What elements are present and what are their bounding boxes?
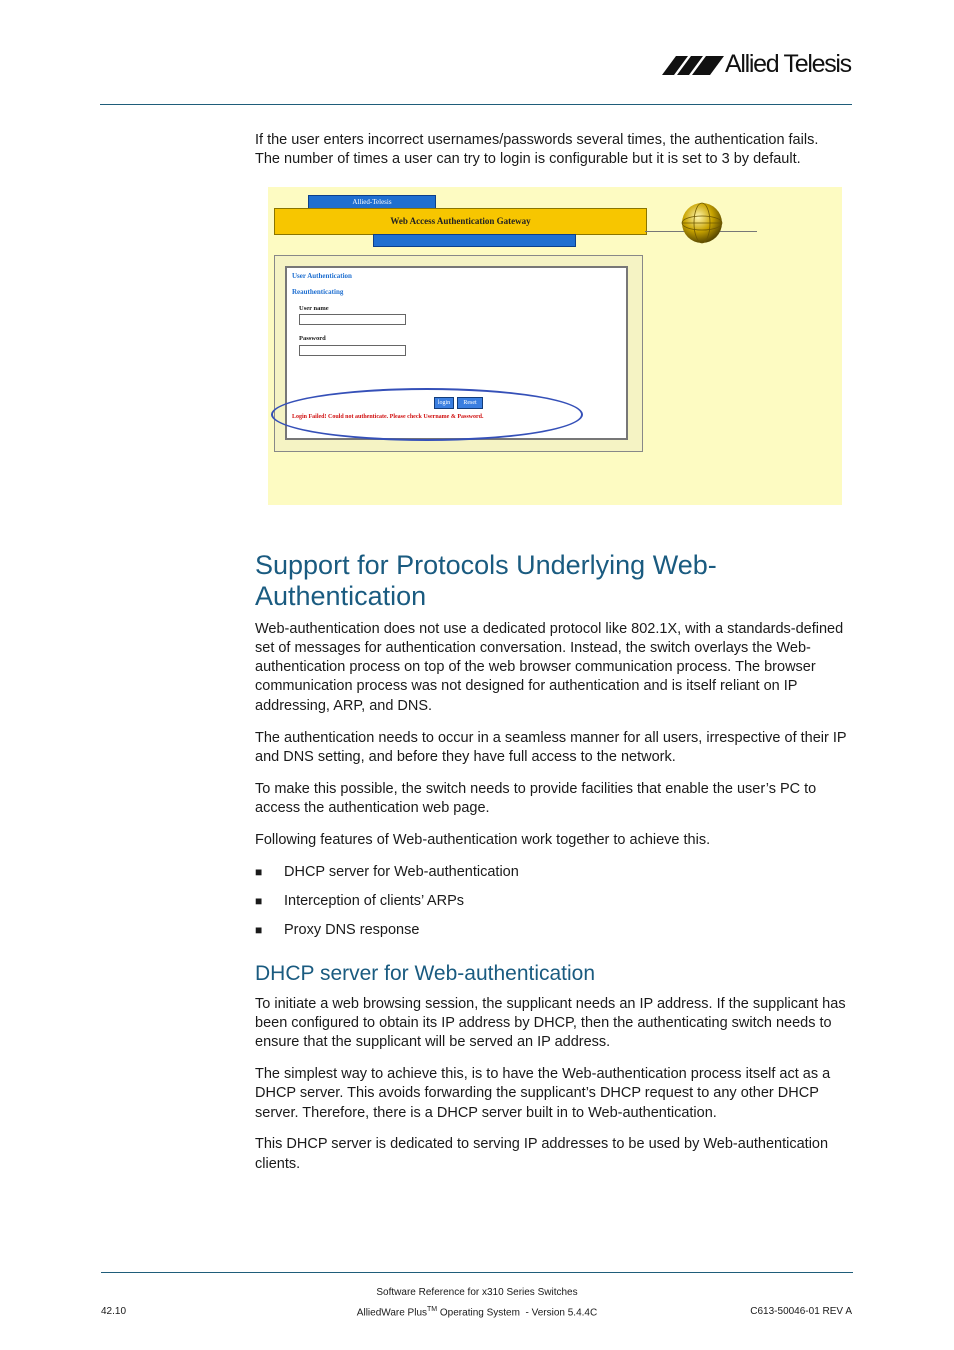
list-item: [255, 863, 847, 882]
login-failed-screenshot: [268, 187, 842, 505]
error-highlight-ellipse: [271, 388, 583, 441]
footer-title: Software Reference for x310 Series Switches: [376, 1287, 578, 1298]
gateway-title: Web Access Authentication Gateway: [390, 215, 531, 226]
intro-paragraph: If the user enters incorrect usernames/passwords several times, the authentication fails. The number of times a user can try to login is configurable but it is set to 3 by default.: [255, 132, 819, 168]
header-rule: [100, 104, 852, 105]
document-code: C613-50046-01 REV A: [750, 1306, 852, 1317]
page-number: 42.10: [101, 1306, 127, 1317]
section2-paragraph: To initiate a web browsing session, the supplicant needs an IP address. If the supplicant has been configured to obtain its IP address by DHCP, then the authenticating switch needs to ensure that the supplicant will be served an IP address.: [255, 995, 846, 1051]
footer-version: Operating System - Version 5.4.4C: [437, 1307, 598, 1319]
section-heading-protocols: Support for Protocols Underlying Web-Authentication: [255, 549, 717, 611]
login-button[interactable]: login: [434, 397, 454, 409]
bullet-square-icon: ■: [255, 864, 263, 879]
list-item-text: Proxy DNS response: [284, 921, 420, 938]
bullet-square-icon: ■: [255, 922, 263, 937]
gateway-underbar: [373, 234, 576, 247]
password-input[interactable]: [299, 345, 406, 356]
section2-paragraph: This DHCP server is dedicated to serving IP addresses to be used by Web-authentication clients.: [255, 1136, 829, 1172]
list-item: [255, 892, 847, 911]
allied-telesis-logo: [662, 50, 854, 80]
section1-paragraph: Following features of Web-authentication work together to achieve this.: [255, 831, 711, 848]
username-input[interactable]: [299, 314, 406, 325]
section-heading-dhcp: DHCP server for Web-authentication: [255, 961, 596, 985]
logo-mark-icon: [662, 53, 724, 75]
section1-paragraph: The authentication needs to occur in a seamless manner for all users, irrespective of their IP and DNS setting, and before they have full access to the network.: [255, 729, 847, 765]
reset-button[interactable]: Reset: [457, 397, 483, 409]
section1-paragraph: To make this possible, the switch needs to provide facilities that enable the user’s PC to access the authentication web page.: [255, 780, 817, 816]
bullet-square-icon: ■: [255, 893, 263, 908]
username-label: User name: [299, 304, 329, 312]
gateway-tab: [308, 195, 436, 209]
gateway-title-bar: [274, 208, 647, 235]
list-item-text: Interception of clients’ ARPs: [284, 892, 464, 909]
gateway-tab-label: Allied-Telesis: [352, 197, 392, 206]
list-item: [255, 921, 847, 940]
main-content: [255, 131, 847, 1186]
login-error-message: Login Failed! Could not authenticate. Please check Username & Password.: [292, 413, 484, 420]
feature-list: [255, 863, 847, 940]
globe-icon: [681, 202, 723, 244]
password-label: Password: [299, 334, 326, 342]
list-item-text: DHCP server for Web-authentication: [284, 863, 519, 880]
section2-paragraph: The simplest way to achieve this, is to have the Web-authentication process itself act as a DHCP server. This avoids forwarding the supplicant’s DHCP request to any other DHCP server. Therefore, there is a DHCP server built in to Web-authentication.: [255, 1065, 831, 1121]
panel-title: User Authentication: [292, 271, 352, 280]
footer-product: AlliedWare Plus: [356, 1307, 428, 1319]
section1-paragraph: Web-authentication does not use a dedicated protocol like 802.1X, with a standards-defined set of messages for authentication conversation. Instead, the switch overlays the Web-authentication process on top of the web browser communication process. The browser communication process was not designed for authentication and is itself reliant on IP addressing, ARP, and DNS.: [255, 620, 844, 714]
status-text: Reauthenticating: [292, 287, 344, 296]
logo-text: Allied Telesis: [725, 50, 851, 78]
trademark: TM: [427, 1306, 438, 1313]
footer-rule: [101, 1272, 853, 1273]
